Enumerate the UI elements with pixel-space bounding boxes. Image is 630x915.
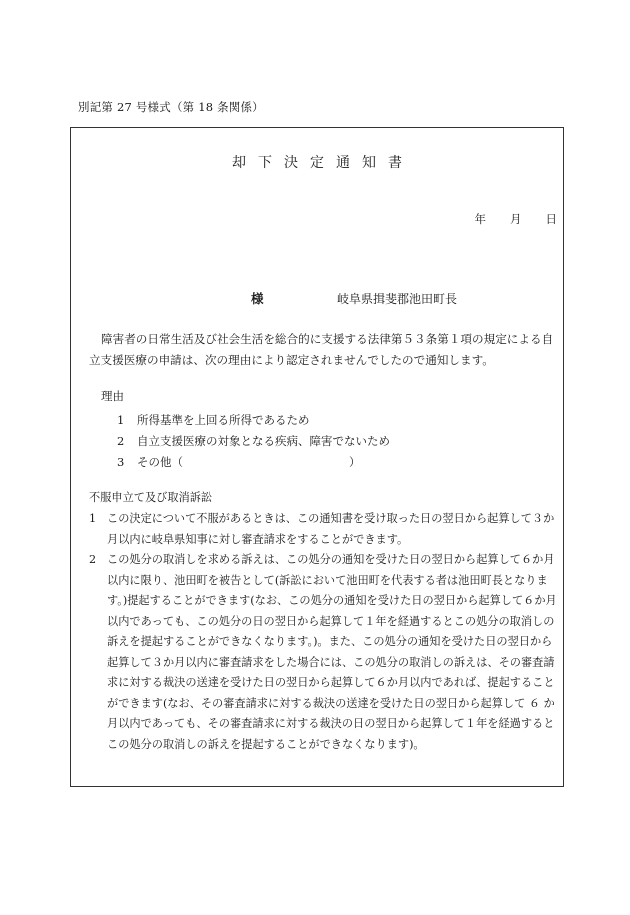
notice-frame: [70, 127, 564, 787]
appeal-text: この決定について不服があるときは、この通知書を受け取った日の翌日から起算して３か月以内に岐阜県知事に対し審査請求をすることができます。: [107, 512, 555, 546]
reason-text: その他（: [137, 454, 183, 469]
issuer-name: 岐阜県揖斐郡池田町長: [337, 292, 458, 306]
reason-close-paren: ）: [349, 454, 361, 469]
notice-body: 障害者の日常生活及び社会生活を総合的に支援する法律第５３条第１項の規定による自立支援医療の申請は、次の理由により認定されませんでしたので通知します。: [89, 332, 554, 367]
reason-number: 2: [117, 433, 125, 448]
date-fields: [475, 211, 558, 227]
date-year-label: 年: [474, 212, 486, 226]
form-number-label: 別記第 27 号様式（第 18 条関係）: [78, 100, 264, 114]
appeal-number: 2: [89, 553, 97, 566]
date-month-label: 月: [510, 212, 522, 226]
reason-text: 所得基準を上回る所得であるため: [137, 412, 310, 427]
reason-text: 自立支援医療の対象となる疾病、障害でないため: [137, 433, 390, 448]
reason-number: 3: [117, 454, 125, 469]
appeal-item: [89, 550, 557, 755]
reason-list: [117, 409, 537, 472]
reason-item: [117, 430, 537, 451]
appeal-text: この処分の取消しを求める訴えは、この処分の通知を受けた日の翌日から起算して６か月以内に限り、池田町を被告として(訴訟において池田町を代表する者は池田町長となります。)提起することができます(なお、この処分の通知を受けた日の翌日から起算して６か月以内であっても、この処分の日の翌日から起算して１年を経過するとこの処分の取消しの訴えを提起することができなくなります。)。また、この処分の通知を受けた日の翌日から起算して３か月以内に審査請求をした場合には、この処分の取消しの訴えは、その審査請求に対する裁決の送達を受けた日の翌日から起算して６か月以内であれば、提起することができます(なお、その審査請求に対する裁決の送達を受けた日の翌日から起算して ６ か月以内であっても、その審査請求に対する裁決の日の翌日から起算して１年を経過するとこの処分の取消しの訴えを提起することができなくなります)。: [107, 553, 557, 751]
appeal-item: [89, 509, 557, 550]
document-title: 却下決定通知書: [232, 155, 414, 171]
appeal-list: [89, 509, 557, 755]
addressee-honorific: 様: [251, 291, 264, 306]
reason-heading: 理由: [101, 389, 124, 403]
reason-item: [117, 409, 537, 430]
date-day-label: 日: [545, 212, 557, 226]
appeal-number: 1: [89, 512, 97, 525]
appeal-heading: 不服申立て及び取消訴訟: [89, 491, 213, 504]
reason-number: 1: [117, 412, 125, 427]
reason-item-other: [117, 451, 537, 472]
